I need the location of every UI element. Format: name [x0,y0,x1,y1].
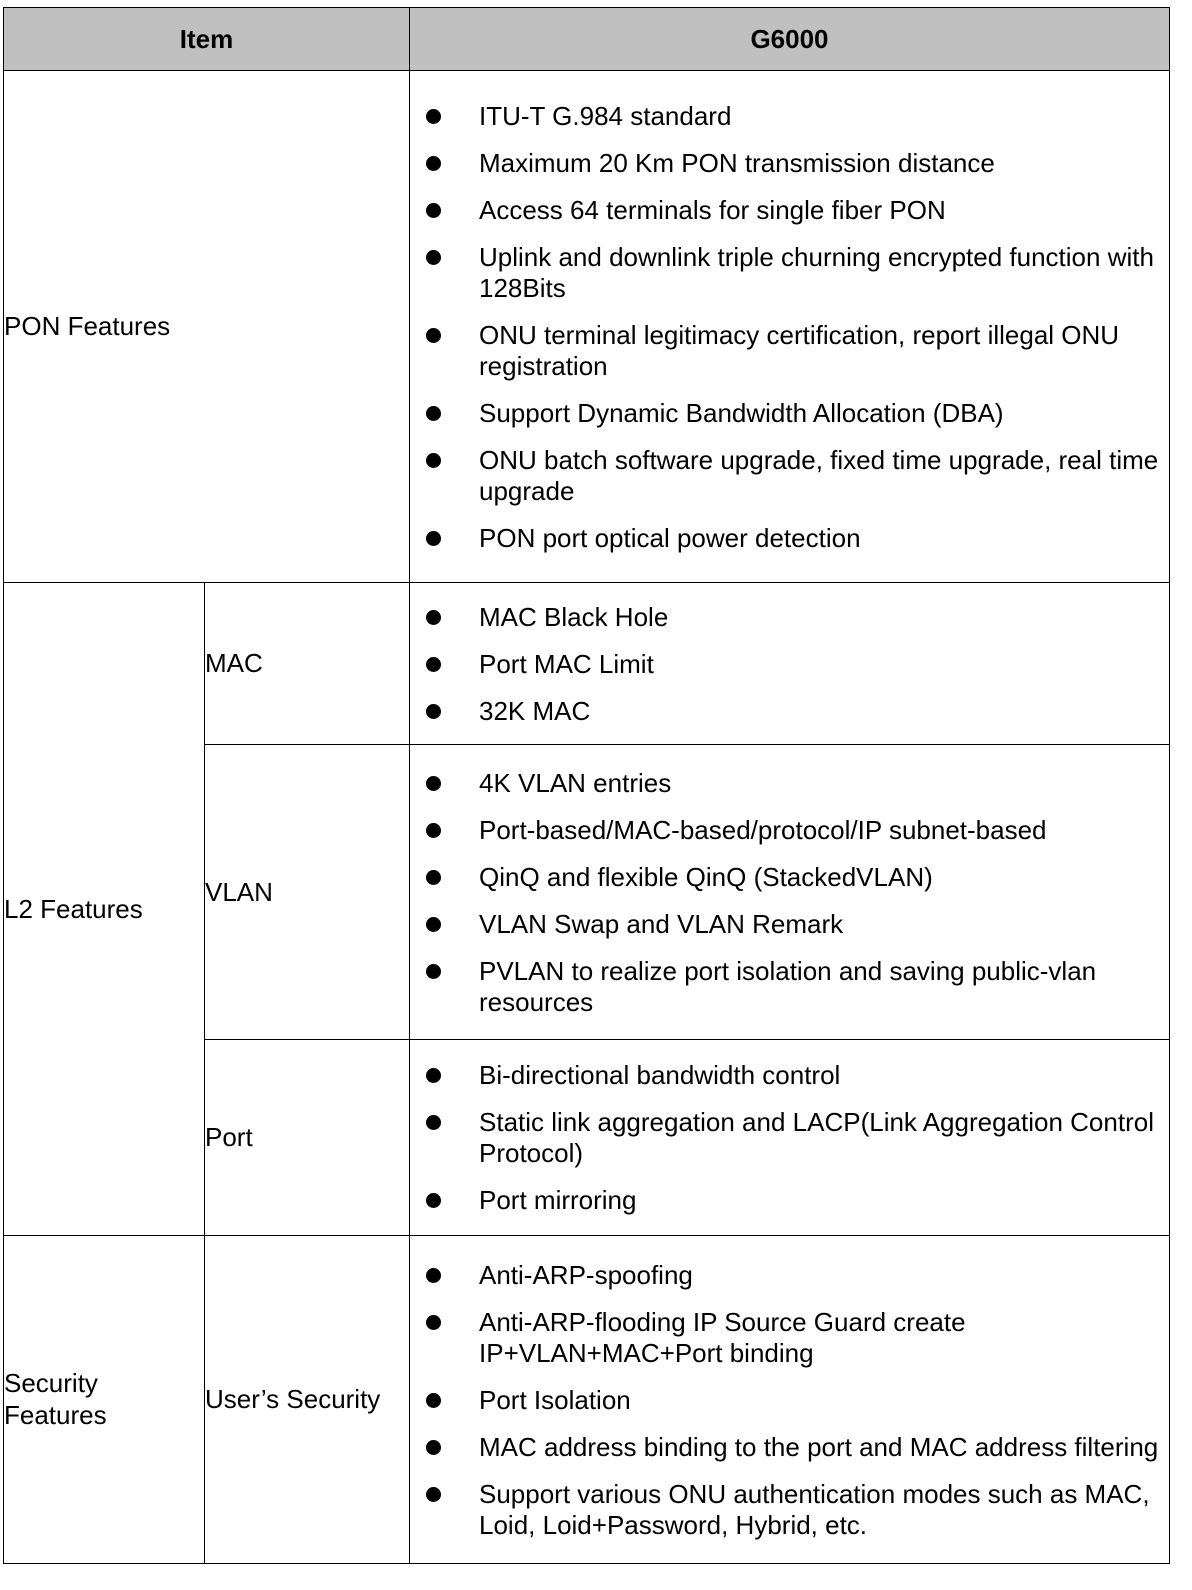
feature-item: Anti-ARP-flooding IP Source Guard create IP+VLAN+MAC+Port binding [410,1307,1169,1369]
feature-item: Access 64 terminals for single fiber PON [410,195,1169,226]
sub-mac: MAC [205,582,410,744]
feature-item: Port Isolation [410,1385,1169,1416]
features-port [410,1040,1170,1235]
sub-vlan: VLAN [205,744,410,1039]
category-security: Security Features [4,1235,205,1563]
sub-users-security: User’s Security [205,1235,410,1563]
features-security [410,1235,1170,1563]
feature-item: PVLAN to realize port isolation and saving public-vlan resources [410,956,1169,1018]
features-vlan [410,744,1170,1039]
feature-item: MAC Black Hole [410,602,1169,633]
feature-item: Bi-directional bandwidth control [410,1060,1169,1091]
l2-mac-row [4,582,1170,744]
feature-item: VLAN Swap and VLAN Remark [410,909,1169,940]
feature-item: QinQ and flexible QinQ (StackedVLAN) [410,862,1169,893]
pon-row [4,71,1170,583]
feature-item: 4K VLAN entries [410,768,1169,799]
feature-list [410,588,1169,739]
header-model: G6000 [410,8,1170,71]
feature-item: ONU batch software upgrade, fixed time upgrade, real time upgrade [410,445,1169,507]
category-l2: L2 Features [4,582,205,1235]
feature-item: ONU terminal legitimacy certification, report illegal ONU registration [410,320,1169,382]
header-row [4,8,1170,71]
feature-item: Port mirroring [410,1185,1169,1216]
sub-port: Port [205,1040,410,1235]
feature-list [410,1046,1169,1228]
features-pon [410,71,1170,583]
header-item: Item [4,8,410,71]
feature-list [410,1246,1169,1553]
feature-item: Static link aggregation and LACP(Link Aggregation Control Protocol) [410,1107,1169,1169]
feature-item: Port MAC Limit [410,649,1169,680]
feature-item: Maximum 20 Km PON transmission distance [410,148,1169,179]
security-row [4,1235,1170,1563]
feature-item: Anti-ARP-spoofing [410,1260,1169,1291]
features-mac [410,582,1170,744]
feature-list [410,754,1169,1030]
feature-item: ITU-T G.984 standard [410,101,1169,132]
spec-table [3,7,1170,1564]
feature-item: Uplink and downlink triple churning encrypted function with 128Bits [410,242,1169,304]
category-pon: PON Features [4,71,410,583]
feature-item: Support Dynamic Bandwidth Allocation (DBA) [410,398,1169,429]
feature-item: Support various ONU authentication modes such as MAC, Loid, Loid+Password, Hybrid, etc. [410,1479,1169,1541]
feature-item: MAC address binding to the port and MAC address filtering [410,1432,1169,1463]
feature-item: Port-based/MAC-based/protocol/IP subnet-based [410,815,1169,846]
feature-item: PON port optical power detection [410,523,1169,554]
feature-list [410,87,1169,566]
feature-item: 32K MAC [410,696,1169,727]
